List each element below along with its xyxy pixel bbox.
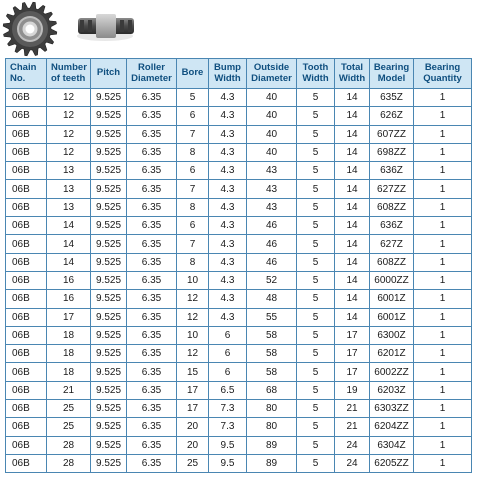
cell-bearing-model: 635Z (370, 89, 414, 107)
cell-total-width: 14 (335, 253, 370, 271)
cell-bore: 12 (177, 290, 209, 308)
cell-bump-width: 4.3 (209, 89, 247, 107)
cell-roller-diameter: 6.35 (127, 125, 177, 143)
cell-bearing-model: 608ZZ (370, 198, 414, 216)
cell-bearing-model: 6300Z (370, 326, 414, 344)
cell-bump-width: 6.5 (209, 381, 247, 399)
cell-total-width: 17 (335, 345, 370, 363)
cell-bore: 5 (177, 89, 209, 107)
cell-bearing-quantity: 1 (414, 217, 472, 235)
cell-bearing-quantity: 1 (414, 235, 472, 253)
cell-bearing-quantity: 1 (414, 400, 472, 418)
cell-total-width: 14 (335, 89, 370, 107)
cell-total-width: 14 (335, 308, 370, 326)
cell-number-of-teeth: 28 (47, 454, 91, 472)
cell-bearing-quantity: 1 (414, 271, 472, 289)
cell-bearing-model: 607ZZ (370, 125, 414, 143)
cell-bump-width: 4.3 (209, 235, 247, 253)
cell-bearing-quantity: 1 (414, 107, 472, 125)
cell-roller-diameter: 6.35 (127, 400, 177, 418)
cell-pitch: 9.525 (91, 400, 127, 418)
cell-pitch: 9.525 (91, 162, 127, 180)
table-row (6, 125, 472, 143)
header-tooth-width: Tooth Width (297, 59, 335, 89)
cell-bearing-quantity: 1 (414, 89, 472, 107)
cell-number-of-teeth: 12 (47, 107, 91, 125)
cell-number-of-teeth: 25 (47, 400, 91, 418)
cell-number-of-teeth: 28 (47, 436, 91, 454)
cell-tooth-width: 5 (297, 253, 335, 271)
cell-total-width: 14 (335, 198, 370, 216)
cell-outside-diameter: 58 (247, 326, 297, 344)
cell-tooth-width: 5 (297, 89, 335, 107)
product-photos (0, 0, 480, 58)
cell-chain-no: 06B (6, 235, 47, 253)
cell-chain-no: 06B (6, 454, 47, 472)
cell-chain-no: 06B (6, 381, 47, 399)
cell-outside-diameter: 68 (247, 381, 297, 399)
cell-bore: 15 (177, 363, 209, 381)
cell-bump-width: 4.3 (209, 290, 247, 308)
cell-bearing-model: 6203Z (370, 381, 414, 399)
table-body (6, 89, 472, 473)
cell-outside-diameter: 80 (247, 418, 297, 436)
cell-pitch: 9.525 (91, 326, 127, 344)
cell-bearing-quantity: 1 (414, 363, 472, 381)
cell-number-of-teeth: 13 (47, 180, 91, 198)
cell-outside-diameter: 80 (247, 400, 297, 418)
cell-roller-diameter: 6.35 (127, 217, 177, 235)
cell-chain-no: 06B (6, 400, 47, 418)
cell-outside-diameter: 46 (247, 253, 297, 271)
cell-outside-diameter: 40 (247, 125, 297, 143)
cell-bump-width: 4.3 (209, 162, 247, 180)
cell-total-width: 14 (335, 235, 370, 253)
table-row (6, 308, 472, 326)
cell-bearing-quantity: 1 (414, 436, 472, 454)
table-row (6, 454, 472, 472)
cell-tooth-width: 5 (297, 198, 335, 216)
cell-number-of-teeth: 14 (47, 235, 91, 253)
cell-bearing-model: 608ZZ (370, 253, 414, 271)
cell-pitch: 9.525 (91, 418, 127, 436)
sprocket-spec-table (5, 58, 472, 473)
cell-chain-no: 06B (6, 363, 47, 381)
cell-total-width: 24 (335, 454, 370, 472)
cell-bearing-model: 626Z (370, 107, 414, 125)
cell-outside-diameter: 43 (247, 162, 297, 180)
cell-chain-no: 06B (6, 198, 47, 216)
cell-bore: 12 (177, 308, 209, 326)
cell-bump-width: 7.3 (209, 418, 247, 436)
cell-chain-no: 06B (6, 253, 47, 271)
cell-number-of-teeth: 13 (47, 162, 91, 180)
table-row (6, 198, 472, 216)
cell-bore: 25 (177, 454, 209, 472)
cell-outside-diameter: 40 (247, 143, 297, 161)
cell-roller-diameter: 6.35 (127, 436, 177, 454)
cell-bump-width: 6 (209, 363, 247, 381)
cell-bump-width: 9.5 (209, 454, 247, 472)
cell-bump-width: 4.3 (209, 107, 247, 125)
header-bore: Bore (177, 59, 209, 89)
cell-bearing-model: 627Z (370, 235, 414, 253)
table-row (6, 253, 472, 271)
cell-tooth-width: 5 (297, 345, 335, 363)
cell-pitch: 9.525 (91, 235, 127, 253)
table-row (6, 143, 472, 161)
cell-pitch: 9.525 (91, 107, 127, 125)
cell-bearing-quantity: 1 (414, 308, 472, 326)
cell-total-width: 14 (335, 162, 370, 180)
cell-bearing-model: 6201Z (370, 345, 414, 363)
cell-tooth-width: 5 (297, 381, 335, 399)
cell-bore: 12 (177, 345, 209, 363)
cell-pitch: 9.525 (91, 271, 127, 289)
cell-roller-diameter: 6.35 (127, 107, 177, 125)
table-row (6, 89, 472, 107)
cell-tooth-width: 5 (297, 436, 335, 454)
cell-total-width: 14 (335, 290, 370, 308)
cell-pitch: 9.525 (91, 436, 127, 454)
cell-bearing-model: 6205ZZ (370, 454, 414, 472)
cell-pitch: 9.525 (91, 363, 127, 381)
cell-chain-no: 06B (6, 271, 47, 289)
cell-number-of-teeth: 18 (47, 363, 91, 381)
table-row (6, 235, 472, 253)
cell-number-of-teeth: 25 (47, 418, 91, 436)
cell-chain-no: 06B (6, 180, 47, 198)
cell-bearing-model: 6001Z (370, 308, 414, 326)
cell-outside-diameter: 89 (247, 454, 297, 472)
cell-roller-diameter: 6.35 (127, 326, 177, 344)
cell-pitch: 9.525 (91, 345, 127, 363)
cell-total-width: 24 (335, 436, 370, 454)
cell-number-of-teeth: 12 (47, 89, 91, 107)
cell-total-width: 14 (335, 217, 370, 235)
cell-roller-diameter: 6.35 (127, 418, 177, 436)
cell-total-width: 14 (335, 143, 370, 161)
cell-tooth-width: 5 (297, 326, 335, 344)
cell-bore: 17 (177, 400, 209, 418)
cell-bearing-quantity: 1 (414, 162, 472, 180)
table-row (6, 217, 472, 235)
cell-bore: 6 (177, 107, 209, 125)
cell-bore: 20 (177, 418, 209, 436)
cell-bump-width: 6 (209, 326, 247, 344)
table-row (6, 381, 472, 399)
cell-pitch: 9.525 (91, 89, 127, 107)
cell-bearing-quantity: 1 (414, 345, 472, 363)
cell-chain-no: 06B (6, 436, 47, 454)
header-number-of-teeth: Number of teeth (47, 59, 91, 89)
cell-total-width: 19 (335, 381, 370, 399)
cell-bore: 8 (177, 198, 209, 216)
cell-bump-width: 4.3 (209, 217, 247, 235)
table-row (6, 271, 472, 289)
cell-number-of-teeth: 16 (47, 271, 91, 289)
cell-roller-diameter: 6.35 (127, 180, 177, 198)
cell-tooth-width: 5 (297, 125, 335, 143)
cell-bearing-model: 627ZZ (370, 180, 414, 198)
cell-pitch: 9.525 (91, 381, 127, 399)
cell-bump-width: 4.3 (209, 198, 247, 216)
cell-outside-diameter: 46 (247, 235, 297, 253)
cell-bearing-quantity: 1 (414, 143, 472, 161)
cell-total-width: 14 (335, 107, 370, 125)
header-outside-diameter: Outside Diameter (247, 59, 297, 89)
cell-bump-width: 4.3 (209, 180, 247, 198)
cell-number-of-teeth: 17 (47, 308, 91, 326)
header-pitch: Pitch (91, 59, 127, 89)
table-row (6, 400, 472, 418)
cell-roller-diameter: 6.35 (127, 454, 177, 472)
cell-roller-diameter: 6.35 (127, 345, 177, 363)
cell-tooth-width: 5 (297, 143, 335, 161)
cell-number-of-teeth: 12 (47, 143, 91, 161)
table-row (6, 363, 472, 381)
cell-roller-diameter: 6.35 (127, 271, 177, 289)
cell-tooth-width: 5 (297, 418, 335, 436)
cell-bearing-quantity: 1 (414, 418, 472, 436)
cell-tooth-width: 5 (297, 290, 335, 308)
cell-tooth-width: 5 (297, 235, 335, 253)
cell-number-of-teeth: 14 (47, 253, 91, 271)
cell-tooth-width: 5 (297, 162, 335, 180)
cell-total-width: 14 (335, 125, 370, 143)
cell-pitch: 9.525 (91, 454, 127, 472)
cell-bump-width: 6 (209, 345, 247, 363)
cell-outside-diameter: 55 (247, 308, 297, 326)
cell-number-of-teeth: 13 (47, 198, 91, 216)
cell-number-of-teeth: 18 (47, 345, 91, 363)
cell-roller-diameter: 6.35 (127, 162, 177, 180)
cell-bore: 6 (177, 217, 209, 235)
cell-bearing-model: 6001Z (370, 290, 414, 308)
cell-bore: 7 (177, 235, 209, 253)
cell-bearing-model: 6304Z (370, 436, 414, 454)
cell-roller-diameter: 6.35 (127, 143, 177, 161)
cell-roller-diameter: 6.35 (127, 253, 177, 271)
cell-bump-width: 4.3 (209, 143, 247, 161)
cell-bearing-quantity: 1 (414, 454, 472, 472)
cell-bearing-model: 6002ZZ (370, 363, 414, 381)
cell-bearing-quantity: 1 (414, 290, 472, 308)
cell-bearing-quantity: 1 (414, 381, 472, 399)
cell-bump-width: 4.3 (209, 308, 247, 326)
cell-bearing-quantity: 1 (414, 253, 472, 271)
cell-chain-no: 06B (6, 418, 47, 436)
table-row (6, 436, 472, 454)
cell-bearing-quantity: 1 (414, 198, 472, 216)
cell-bore: 8 (177, 253, 209, 271)
cell-number-of-teeth: 14 (47, 217, 91, 235)
table-row (6, 418, 472, 436)
cell-roller-diameter: 6.35 (127, 308, 177, 326)
cell-total-width: 21 (335, 418, 370, 436)
cell-outside-diameter: 40 (247, 107, 297, 125)
cell-outside-diameter: 43 (247, 180, 297, 198)
cell-bearing-model: 6000ZZ (370, 271, 414, 289)
cell-bore: 6 (177, 162, 209, 180)
table-row (6, 162, 472, 180)
cell-chain-no: 06B (6, 308, 47, 326)
cell-bump-width: 4.3 (209, 253, 247, 271)
cell-number-of-teeth: 21 (47, 381, 91, 399)
cell-outside-diameter: 58 (247, 363, 297, 381)
cell-bump-width: 4.3 (209, 271, 247, 289)
cell-outside-diameter: 52 (247, 271, 297, 289)
cell-roller-diameter: 6.35 (127, 89, 177, 107)
cell-pitch: 9.525 (91, 308, 127, 326)
cell-roller-diameter: 6.35 (127, 363, 177, 381)
cell-tooth-width: 5 (297, 107, 335, 125)
cell-outside-diameter: 46 (247, 217, 297, 235)
cell-total-width: 17 (335, 326, 370, 344)
cell-bump-width: 9.5 (209, 436, 247, 454)
cell-bump-width: 4.3 (209, 125, 247, 143)
cell-outside-diameter: 48 (247, 290, 297, 308)
header-bearing-quantity: Bearing Quantity (414, 59, 472, 89)
cell-tooth-width: 5 (297, 271, 335, 289)
cell-roller-diameter: 6.35 (127, 290, 177, 308)
cell-chain-no: 06B (6, 217, 47, 235)
cell-bearing-model: 698ZZ (370, 143, 414, 161)
cell-tooth-width: 5 (297, 400, 335, 418)
cell-tooth-width: 5 (297, 180, 335, 198)
cell-roller-diameter: 6.35 (127, 381, 177, 399)
cell-total-width: 14 (335, 271, 370, 289)
cell-bore: 7 (177, 180, 209, 198)
cell-total-width: 21 (335, 400, 370, 418)
cell-pitch: 9.525 (91, 143, 127, 161)
cell-roller-diameter: 6.35 (127, 198, 177, 216)
cell-bearing-quantity: 1 (414, 326, 472, 344)
cell-bearing-model: 636Z (370, 162, 414, 180)
cell-bore: 8 (177, 143, 209, 161)
cell-number-of-teeth: 12 (47, 125, 91, 143)
cell-chain-no: 06B (6, 89, 47, 107)
cell-bearing-model: 636Z (370, 217, 414, 235)
cell-bore: 10 (177, 326, 209, 344)
table-row (6, 345, 472, 363)
cell-roller-diameter: 6.35 (127, 235, 177, 253)
cell-chain-no: 06B (6, 162, 47, 180)
cell-chain-no: 06B (6, 107, 47, 125)
table-row (6, 180, 472, 198)
cell-bearing-model: 6204ZZ (370, 418, 414, 436)
cell-bore: 20 (177, 436, 209, 454)
cell-chain-no: 06B (6, 326, 47, 344)
cell-pitch: 9.525 (91, 125, 127, 143)
cell-outside-diameter: 43 (247, 198, 297, 216)
table-row (6, 107, 472, 125)
cell-number-of-teeth: 18 (47, 326, 91, 344)
cell-total-width: 14 (335, 180, 370, 198)
cell-pitch: 9.525 (91, 180, 127, 198)
header-bearing-model: Bearing Model (370, 59, 414, 89)
table-row (6, 290, 472, 308)
cell-tooth-width: 5 (297, 217, 335, 235)
header-row (6, 59, 472, 89)
cell-number-of-teeth: 16 (47, 290, 91, 308)
cell-bore: 7 (177, 125, 209, 143)
cell-pitch: 9.525 (91, 253, 127, 271)
cell-outside-diameter: 40 (247, 89, 297, 107)
cell-total-width: 17 (335, 363, 370, 381)
header-chain-no: Chain No. (6, 59, 47, 89)
header-roller-diameter: Roller Diameter (127, 59, 177, 89)
cell-tooth-width: 5 (297, 363, 335, 381)
cell-bearing-quantity: 1 (414, 180, 472, 198)
cell-tooth-width: 5 (297, 454, 335, 472)
cell-bump-width: 7.3 (209, 400, 247, 418)
cell-outside-diameter: 58 (247, 345, 297, 363)
cell-tooth-width: 5 (297, 308, 335, 326)
cell-outside-diameter: 89 (247, 436, 297, 454)
cell-bearing-model: 6303ZZ (370, 400, 414, 418)
cell-pitch: 9.525 (91, 198, 127, 216)
sprocket-side-image (0, 0, 140, 58)
cell-chain-no: 06B (6, 143, 47, 161)
cell-chain-no: 06B (6, 125, 47, 143)
cell-chain-no: 06B (6, 345, 47, 363)
cell-bore: 10 (177, 271, 209, 289)
table-row (6, 326, 472, 344)
cell-pitch: 9.525 (91, 290, 127, 308)
cell-pitch: 9.525 (91, 217, 127, 235)
cell-chain-no: 06B (6, 290, 47, 308)
header-total-width: Total Width (335, 59, 370, 89)
header-bump-width: Bump Width (209, 59, 247, 89)
cell-bore: 17 (177, 381, 209, 399)
cell-bearing-quantity: 1 (414, 125, 472, 143)
